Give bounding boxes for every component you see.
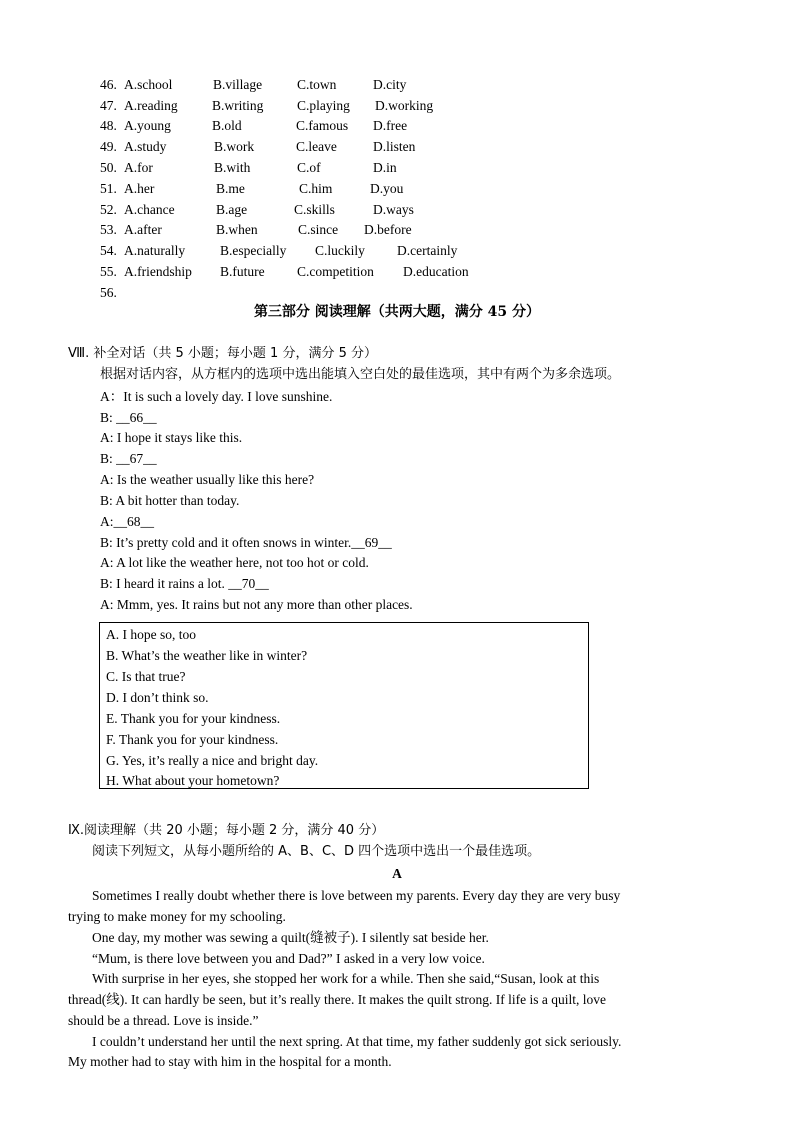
choice-option-b: B.with [214, 160, 251, 175]
choice-option-b: B.especially [220, 243, 287, 258]
box-option: H. What about your hometown? [106, 773, 280, 788]
dialogue-line: B: A bit hotter than today. [100, 493, 240, 508]
choice-option-c: C.luckily [315, 243, 365, 258]
choice-number: 53. [100, 222, 117, 237]
choice-number: 48. [100, 118, 117, 133]
box-option: E. Thank you for your kindness. [106, 711, 281, 726]
section9-heading: Ⅸ.阅读理解（共 20 小题；每小题 2 分，满分 40 分） [68, 823, 385, 838]
choice-option-a: A.young [124, 118, 171, 133]
box-option: F. Thank you for your kindness. [106, 732, 279, 747]
dialogue-line: A: A lot like the weather here, not too hot or cold. [100, 555, 369, 570]
passage-line: I couldn’t understand her until the next spring. At that time, my father suddenly got sick seriously. [92, 1034, 622, 1049]
choice-option-c: C.playing [297, 98, 350, 113]
box-option: C. Is that true? [106, 669, 186, 684]
choice-option-a: A.reading [124, 98, 178, 113]
section9-instruction: 阅读下列短文，从每小题所给的 A、B、C、D 四个选项中选出一个最佳选项。 [92, 844, 541, 859]
section8-heading: Ⅷ. 补全对话（共 5 小题；每小题 1 分，满分 5 分） [68, 346, 377, 361]
choice-option-b: B.when [216, 222, 258, 237]
choice-option-c: C.skills [294, 202, 335, 217]
choice-option-d: D.free [373, 118, 408, 133]
choice-number: 49. [100, 139, 117, 154]
choice-option-d: D.ways [373, 202, 414, 217]
choice-option-c: C.since [298, 222, 339, 237]
choice-option-a: A.chance [124, 202, 175, 217]
dialogue-line: A: Is the weather usually like this here? [100, 472, 315, 487]
choice-option-a: A.study [124, 139, 167, 154]
choice-option-b: B.writing [212, 98, 264, 113]
choice-option-d: D.working [375, 98, 434, 113]
choice-option-c: C.town [297, 77, 337, 92]
choice-option-a: A.naturally [124, 243, 186, 258]
choice-option-a: A.after [124, 222, 162, 237]
passage-line: My mother had to stay with him in the hospital for a month. [68, 1054, 392, 1069]
choice-option-c: C.of [297, 160, 321, 175]
choice-option-d: D.education [403, 264, 469, 279]
dialogue-line: A:__68__ [100, 514, 154, 529]
choice-option-d: D.city [373, 77, 407, 92]
part3-title: 第三部分 阅读理解（共两大题，满分 45 分） [253, 304, 541, 320]
box-option: A. I hope so, too [106, 627, 196, 642]
dialogue-line: A：It is such a lovely day. I love sunshine. [100, 389, 333, 404]
dialogue-line: A: Mmm, yes. It rains but not any more than other places. [100, 597, 413, 612]
choice-option-d: D.certainly [397, 243, 458, 258]
choice-number: 46. [100, 77, 117, 92]
choice-option-a: A.for [124, 160, 153, 175]
passage-line: Sometimes I really doubt whether there is love between my parents. Every day they are very busy [92, 888, 621, 903]
choice-number: 55. [100, 264, 117, 279]
choice-option-b: B.future [220, 264, 265, 279]
choice-option-a: A.her [124, 181, 155, 196]
passage-label: A [392, 866, 402, 881]
choice-option-c: C.leave [296, 139, 337, 154]
item-56: 56. [100, 285, 117, 300]
choice-option-b: B.me [216, 181, 245, 196]
section8-instruction: 根据对话内容，从方框内的选项中选出能填入空白处的最佳选项，其中有两个为多余选项。 [100, 367, 621, 382]
passage-line: “Mum, is there love between you and Dad?” I asked in a very low voice. [92, 951, 485, 966]
choice-option-d: D.listen [373, 139, 416, 154]
passage-line: trying to make money for my schooling. [68, 909, 286, 924]
box-option: G. Yes, it’s really a nice and bright day. [106, 753, 319, 768]
choice-option-c: C.competition [297, 264, 374, 279]
choice-option-d: D.in [373, 160, 397, 175]
choice-option-b: B.old [212, 118, 242, 133]
choice-number: 52. [100, 202, 117, 217]
choice-option-a: A.friendship [124, 264, 192, 279]
dialogue-line: B: I heard it rains a lot. __70__ [100, 576, 269, 591]
dialogue-line: B: __67__ [100, 451, 157, 466]
passage-line: With surprise in her eyes, she stopped her work for a while. Then she said,“Susan, look at this [92, 971, 600, 986]
choice-option-b: B.village [213, 77, 263, 92]
options-box [99, 622, 589, 789]
passage-line: thread(线). It can hardly be seen, but it’s really there. It makes the quilt strong. If life is a quilt, love [68, 992, 606, 1007]
choice-number: 54. [100, 243, 117, 258]
choice-option-d: D.before [364, 222, 412, 237]
choice-option-a: A.school [124, 77, 173, 92]
dialogue-line: B: It’s pretty cold and it often snows in winter.__69__ [100, 535, 392, 550]
dialogue-line: B: __66__ [100, 410, 157, 425]
choice-option-c: C.famous [296, 118, 349, 133]
box-option: D. I don’t think so. [106, 690, 209, 705]
choice-number: 47. [100, 98, 117, 113]
choice-number: 51. [100, 181, 117, 196]
dialogue-line: A: I hope it stays like this. [100, 430, 243, 445]
choice-option-b: B.work [214, 139, 255, 154]
passage-line: One day, my mother was sewing a quilt(缝被子). I silently sat beside her. [92, 930, 489, 945]
choice-option-c: C.him [299, 181, 333, 196]
choice-option-d: D.you [370, 181, 404, 196]
box-option: B. What’s the weather like in winter? [106, 648, 308, 663]
choice-number: 50. [100, 160, 117, 175]
choice-option-b: B.age [216, 202, 248, 217]
passage-line: should be a thread. Love is inside.” [68, 1013, 259, 1028]
